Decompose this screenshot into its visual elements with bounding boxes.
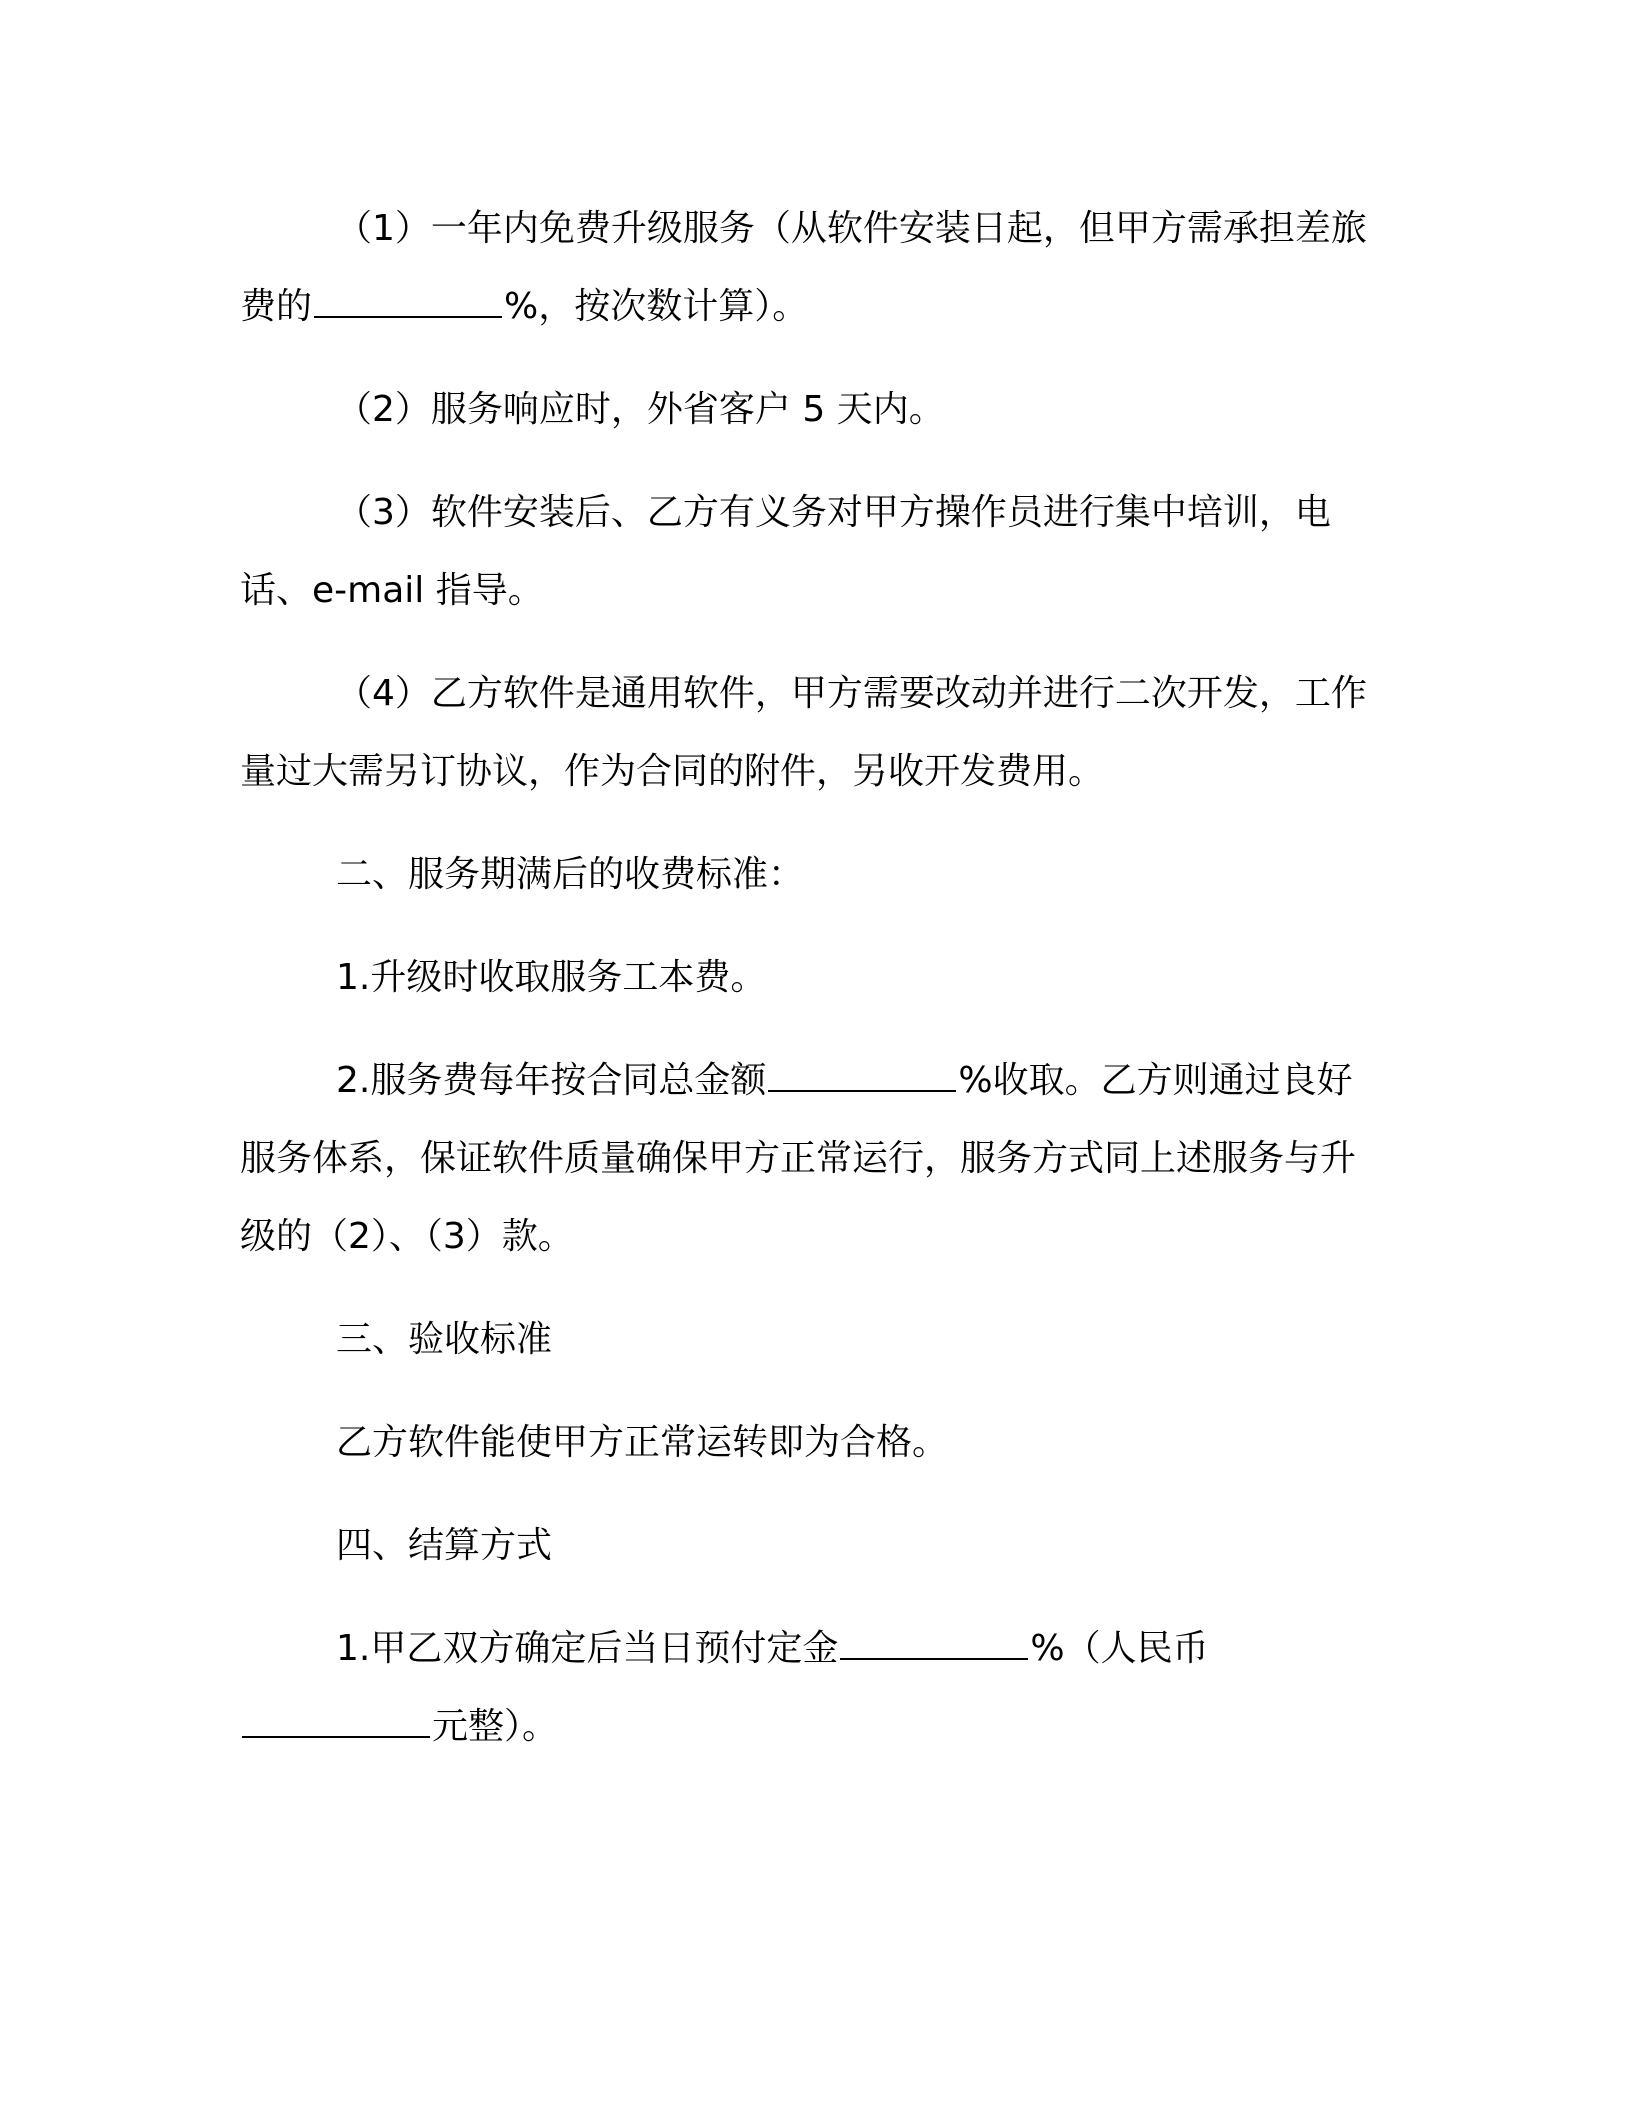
clause-training: （3）软件安装后、乙方有义务对甲方操作员进行集中培训，电话、e-mail 指导。 [240, 492, 1331, 611]
heading-settlement: 四、结算方式 [336, 1525, 553, 1566]
clause-response-time: （2）服务响应时，外省客户 5 天内。 [336, 389, 945, 430]
clause-secondary-development: （4）乙方软件是通用软件，甲方需要改动并进行二次开发，工作量过大需另订协议，作为合同的附件，另收开发费用。 [240, 673, 1367, 792]
heading-acceptance: 三、验收标准 [336, 1319, 553, 1360]
clause-free-upgrade-tail: %，按次数计算）。 [504, 286, 809, 327]
blank-travel-percent [314, 286, 502, 318]
clause-deposit-text: 1.甲乙双方确定后当日预付定金 [336, 1628, 839, 1669]
deposit-second-line [240, 1688, 1370, 1766]
clause-annual-service-fee-tail: %收取。乙方则通过良好服务体系，保证软件质量确保甲方正常运行，服务方式同上述服务与升级的（2）、（3）款。 [240, 1060, 1357, 1257]
clause-deposit-mid: %（人民币 [1030, 1628, 1209, 1669]
blank-deposit-amount [242, 1706, 430, 1738]
document-page [240, 190, 1370, 1791]
clause-free-upgrade [240, 190, 1370, 346]
clause-deposit-tail: 元整）。 [432, 1706, 559, 1747]
clause-annual-service-fee [240, 1042, 1370, 1276]
clause-deposit [240, 1610, 1370, 1766]
clause-free-upgrade-text: （1）一年内免费升级服务（从软件安装日起，但甲方需承担差旅费的 [240, 208, 1367, 327]
blank-deposit-percent [840, 1628, 1028, 1660]
heading-fee-standard: 二、服务期满后的收费标准： [336, 854, 805, 895]
blank-service-fee-percent [768, 1060, 956, 1092]
clause-annual-service-fee-text: 2.服务费每年按合同总金额 [336, 1060, 767, 1101]
clause-upgrade-fee: 1.升级时收取服务工本费。 [336, 957, 767, 998]
clause-acceptance: 乙方软件能使甲方正常运转即为合格。 [336, 1422, 949, 1463]
